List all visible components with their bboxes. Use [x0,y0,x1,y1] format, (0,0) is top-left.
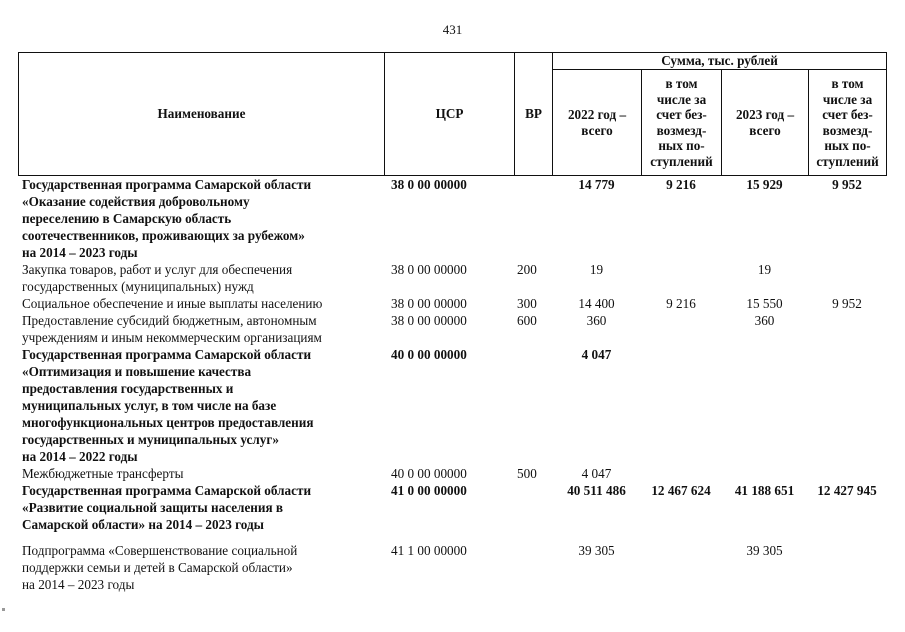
row-vr [514,542,552,593]
row-2023-total: 15 550 [746,296,783,311]
row-2022-free [641,346,721,465]
header-vr: ВР [515,53,553,176]
row-name-text: Социальное обеспечение и иные выплаты населению [22,296,323,311]
row-name [18,465,384,482]
row-2023-free [808,312,886,346]
row-name [18,261,384,295]
row-2022-free [641,542,721,593]
row-name-text: Государственная программа Самарской области «Оптимизация и повышение качества предоставления государственных и муниципальных услуг, в том числе на базе многофункциональных центров предоставления государственных и муниципальных услуг» на 2014 – 2022 годы [22,347,314,464]
row-2023-total: 39 305 [746,543,783,558]
row-name [18,346,384,465]
row-2022-total: 40 511 486 [567,483,626,498]
row-name-text: Подпрограмма «Совершенствование социальной поддержки семьи и детей в Самарской области» на 2014 – 2023 годы [22,543,298,592]
row-2022-total: 4 047 [581,347,612,362]
row-2023-free [808,261,886,295]
row-csr: 38 0 00 00000 [391,296,467,311]
budget-table-body [18,176,886,593]
row-name-text: Закупка товаров, работ и услуг для обеспечения государственных (муниципальных) нужд [22,262,293,294]
row-vr: 500 [517,466,537,481]
table-row [18,542,886,593]
table-row [18,176,886,261]
row-2022-free [641,312,721,346]
row-2023-total: 15 929 [746,177,783,192]
header-2023-free: в том числе за счет без- возмезд- ных по- ступлений [809,70,887,176]
row-name-text: Государственная программа Самарской области «Оказание содействия добровольному переселению в Самарскую область соотечественников, проживающих за рубежом» на 2014 – 2023 годы [22,177,312,260]
row-csr: 38 0 00 00000 [391,177,467,192]
row-2023-total [721,346,808,465]
row-2022-free: 9 216 [666,296,696,311]
row-vr [514,176,552,261]
header-name: Наименование [19,53,385,176]
row-csr: 38 0 00 00000 [391,262,467,277]
row-2023-free [808,542,886,593]
row-name [18,542,384,593]
row-2022-total: 360 [586,313,607,328]
row-2023-free [808,346,886,465]
row-2022-free: 12 467 624 [651,483,711,498]
header-2022-free: в том числе за счет без- возмезд- ных по- ступлений [642,70,722,176]
table-row [18,261,886,295]
row-2023-free: 12 427 945 [817,483,877,498]
row-vr [514,346,552,465]
row-vr: 300 [517,296,537,311]
budget-table-header [18,52,887,176]
table-row [18,295,886,312]
row-2022-free [641,465,721,482]
row-2023-free: 9 952 [832,296,862,311]
row-2022-free: 9 216 [666,177,696,192]
row-2022-total: 14 779 [578,177,615,192]
row-vr: 200 [517,262,537,277]
header-2022-total: 2022 год – всего [553,70,642,176]
row-vr [514,482,552,542]
table-row [18,346,886,465]
row-2023-total: 360 [754,313,775,328]
header-2023-total: 2023 год – всего [722,70,809,176]
row-2022-total: 39 305 [578,543,615,558]
row-name [18,176,384,261]
row-csr: 41 1 00 00000 [391,543,467,558]
row-2022-total: 4 047 [581,466,612,481]
row-name-text: Предоставление субсидий бюджетным, автономным учреждениям и иным некоммерческим организациям [22,313,322,345]
row-name-text: Межбюджетные трансферты [22,466,184,481]
row-csr: 38 0 00 00000 [391,313,467,328]
row-2023-total: 19 [757,262,772,277]
row-2023-free: 9 952 [832,177,862,192]
row-csr: 41 0 00 00000 [391,483,467,498]
table-row [18,312,886,346]
row-name-text: Государственная программа Самарской области «Развитие социальной защиты населения в Самарской области» на 2014 – 2023 годы [22,483,312,532]
row-2023-total: 41 188 651 [734,483,795,498]
row-name [18,482,384,542]
row-csr: 40 0 00 00000 [391,466,467,481]
row-name [18,295,384,312]
row-2022-total: 19 [589,262,604,277]
table-row [18,465,886,482]
row-csr: 40 0 00 00000 [391,347,467,362]
page-number: 431 [442,22,463,37]
scan-speck [2,608,5,611]
row-2022-free [641,261,721,295]
row-2023-total [721,465,808,482]
header-csr: ЦСР [385,53,515,176]
row-2022-total: 14 400 [578,296,615,311]
header-sum: Сумма, тыс. рублей [553,53,887,70]
row-2023-free [808,465,886,482]
row-name [18,312,384,346]
table-row [18,482,886,542]
row-vr: 600 [517,313,537,328]
